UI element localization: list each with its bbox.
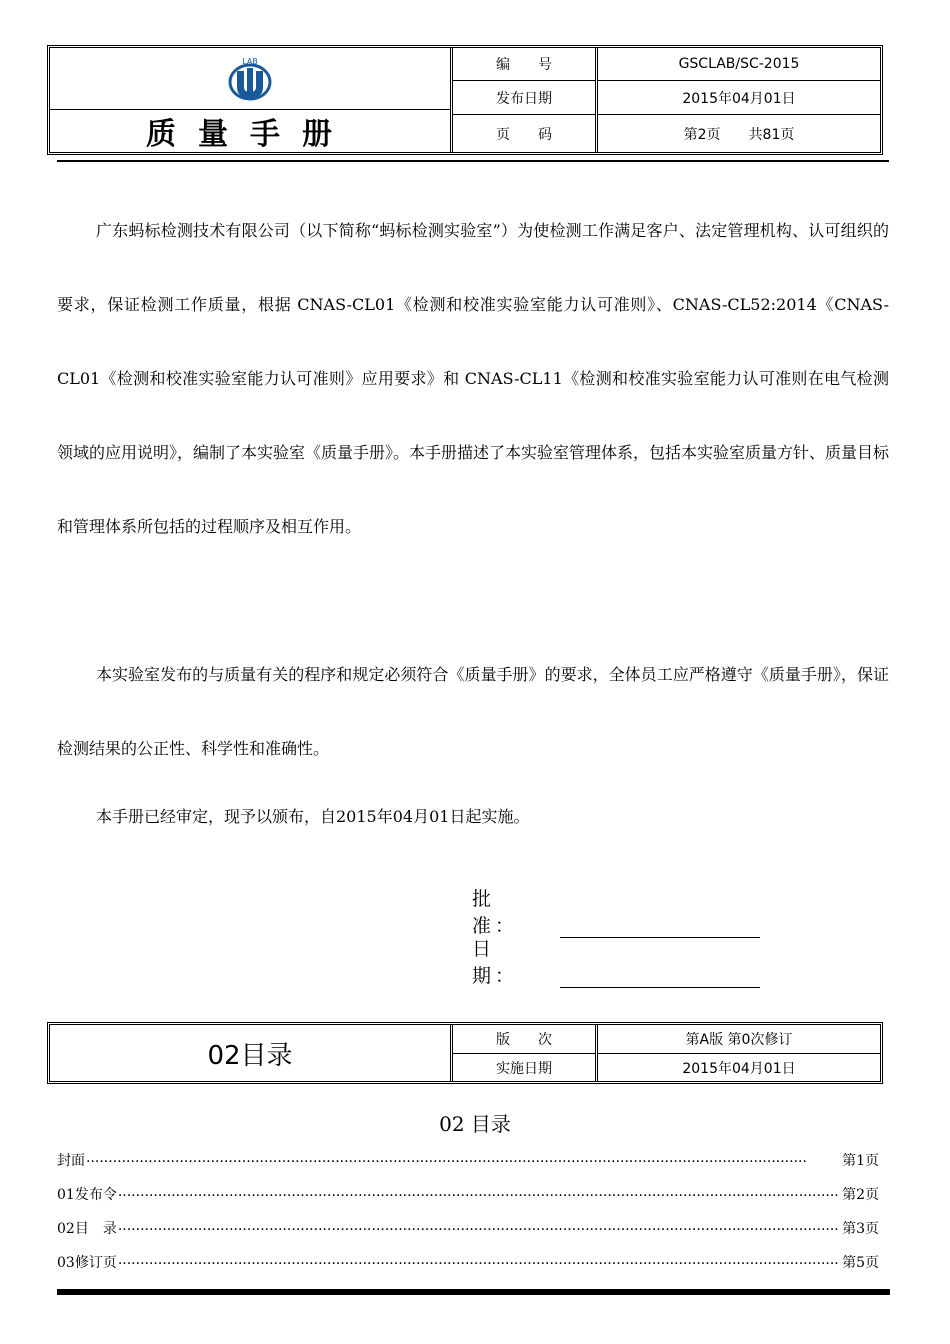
toc-entry-name: 03修订页 (57, 1255, 117, 1271)
toc-entry[interactable] (57, 1148, 879, 1170)
label-edition: 版 次 (496, 1032, 552, 1048)
header-rule (57, 160, 889, 162)
date-label: 日 期： (472, 938, 519, 987)
toc-entry-name: 01发布令 (57, 1187, 117, 1203)
paragraph-2: 本实验室发布的与质量有关的程序和规定必须符合《质量手册》的要求，全体员工应严格遵守《质量手册》，保证检测结果的公正性、科学性和准确性。 (57, 665, 889, 758)
section-labels (453, 1025, 598, 1081)
toc-leader: ·································································································································································· (117, 1188, 839, 1204)
header-values (598, 48, 880, 152)
toc-leader: ·································································································································································· (117, 1256, 839, 1272)
section-header (47, 1022, 883, 1084)
toc-title: 02 目录 (439, 1112, 511, 1136)
value-page: 第2页 共81页 (598, 114, 880, 152)
section-values (598, 1025, 880, 1081)
section-title: 02目录 (50, 1025, 453, 1081)
toc-entry-page: 第3页 (842, 1221, 879, 1237)
date-line (560, 965, 760, 988)
toc-entry-name: 02目 录 (57, 1221, 117, 1237)
approve-signature (472, 884, 760, 938)
toc-leader: ·································································································································································· (86, 1154, 807, 1170)
logo-text: LAB (242, 56, 258, 66)
label-effective-date: 实施日期 (453, 1053, 595, 1081)
label-number: 编 号 (496, 56, 552, 73)
paragraph-3: 本手册已经审定，现予以颁布，自2015年04月01日起实施。 (96, 807, 530, 826)
footer-rule (57, 1289, 890, 1295)
toc-entry-page: 第2页 (842, 1187, 879, 1203)
toc-entry[interactable] (57, 1250, 879, 1272)
date-signature (472, 934, 760, 988)
value-number: GSCLAB/SC-2015 (678, 55, 800, 72)
toc-leader: ·································································································································································· (117, 1222, 839, 1238)
value-edition: 第A版 第0次修订 (685, 1032, 793, 1048)
approve-label: 批 准： (472, 888, 519, 937)
toc-entry-page: 第1页 (842, 1153, 879, 1169)
manual-title: 质量手册 (50, 109, 450, 152)
toc-entry-name: 封面 (57, 1153, 85, 1169)
label-page: 页 码 (453, 114, 595, 152)
header-labels (453, 48, 598, 152)
paragraph-1: 广东蚂标检测技术有限公司（以下简称“蚂标检测实验室”）为使检测工作满足客户、法定管理机构、认可组织的要求，保证检测工作质量，根据 CNAS-CL01《检测和校准实验室能力认可准则》、CNAS-CL52:2014《CNAS-CL01《检测和校准实验室能力认可准则》应用要求》和 CNAS-CL11《检测和校准实验室能力认可准则在电气检测领域的应用说明》，编制了本实验室《质量手册》。本手册描述了本实验室管理体系，包括本实验室质量方针、质量目标和管理体系所包括的过程顺序及相互作用。 (57, 221, 890, 536)
logo (50, 48, 450, 109)
value-effective-date: 2015年04月01日 (598, 1053, 880, 1081)
lab-logo-icon (220, 54, 280, 104)
label-issue-date: 发布日期 (453, 80, 595, 115)
toc-entry[interactable] (57, 1182, 879, 1204)
value-issue-date: 2015年04月01日 (598, 80, 880, 115)
toc-entry-page: 第5页 (842, 1255, 879, 1271)
header-left (50, 48, 453, 152)
document-header (47, 45, 883, 155)
toc-entry[interactable] (57, 1216, 879, 1238)
